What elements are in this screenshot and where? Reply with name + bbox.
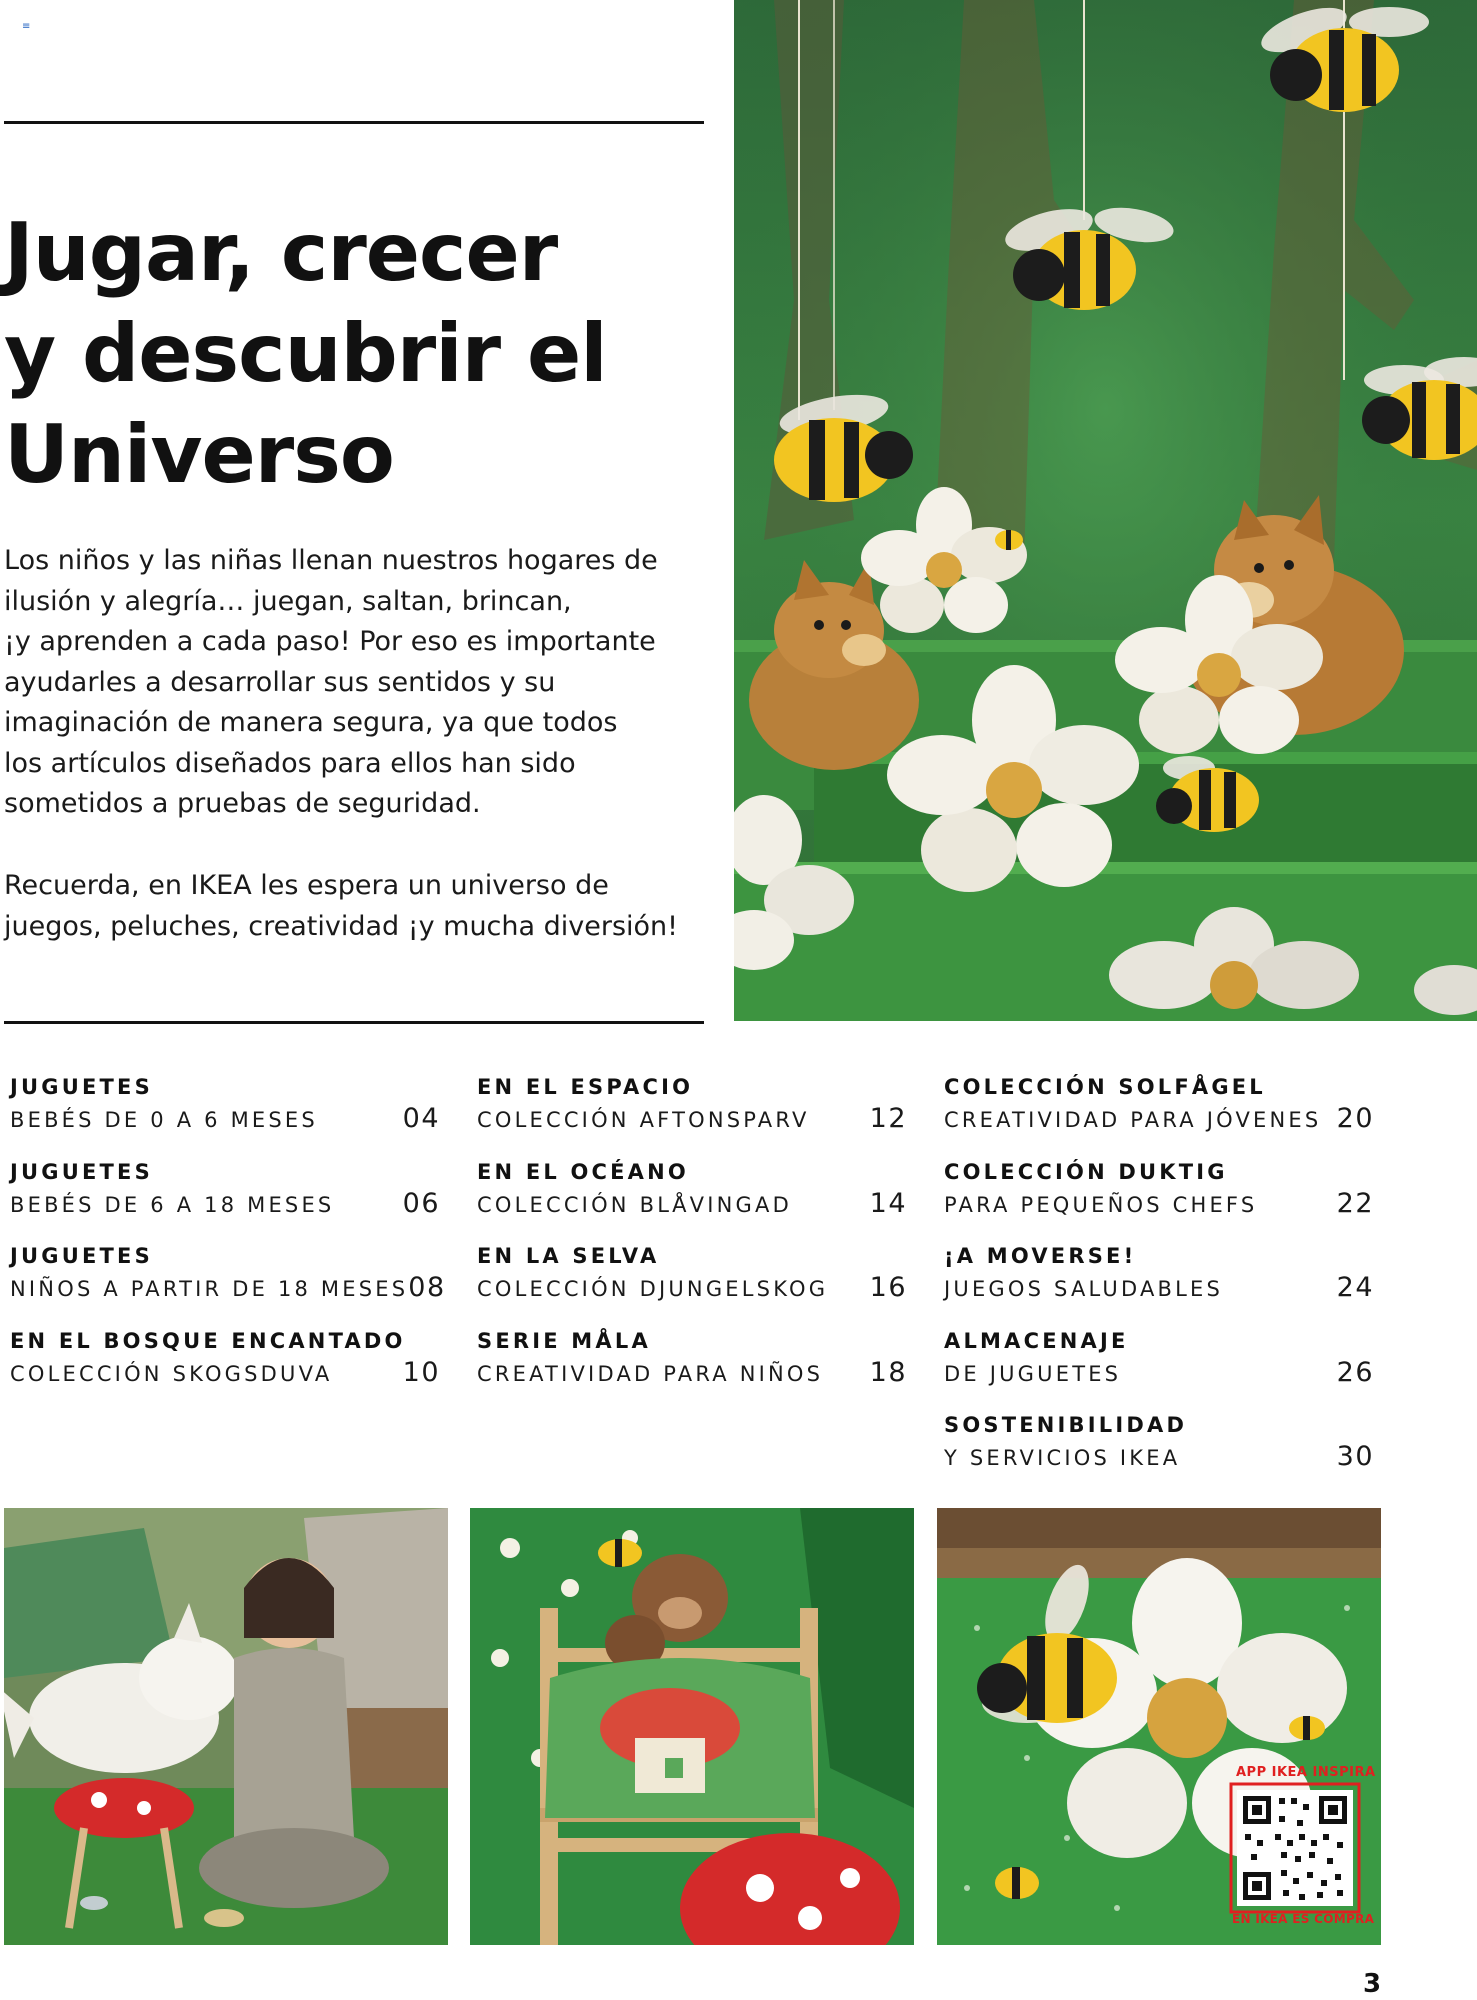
intro-line: imaginación de manera segura, ya que todos [4, 707, 618, 738]
toc-heading: JUGUETES [10, 1075, 153, 1099]
menu-icon[interactable]: ≡ [22, 21, 31, 32]
toc-page-number: 08 [408, 1272, 446, 1303]
bottom-divider [4, 1021, 704, 1024]
toc-column-3 [944, 1071, 1374, 1494]
toc-subtitle: JUEGOS SALUDABLES [944, 1277, 1224, 1301]
intro-line: Los niños y las niñas llenan nuestros hogares de [4, 545, 658, 576]
toc-heading: JUGUETES [10, 1159, 153, 1184]
intro-line: sometidos a pruebas de seguridad. [4, 788, 481, 819]
qr-app-label: APP IKEA INSPIRA [1236, 1765, 1376, 1780]
toc-heading: EN LA SELVA [477, 1244, 660, 1268]
toc-subtitle: CREATIVIDAD PARA JÓVENES [944, 1108, 1322, 1132]
hero-image-bees-daisies [734, 0, 1477, 1021]
toc-subtitle: COLECCIÓN BLÅVINGAD [477, 1192, 792, 1217]
toc-subtitle: BEBÉS DE 0 A 6 MESES [10, 1108, 318, 1132]
toc-entry-sostenibilidad[interactable] [944, 1409, 1374, 1494]
toc-page-number: 24 [1336, 1272, 1374, 1303]
toc-page-number: 18 [869, 1356, 907, 1388]
toc-entry-a-moverse[interactable] [944, 1240, 1374, 1325]
qr-caption-label: EN IKEA ES COMPRA [1232, 1912, 1375, 1926]
top-divider [4, 121, 704, 124]
toc-subtitle: Y SERVICIOS IKEA [944, 1446, 1181, 1470]
page-title [4, 202, 694, 505]
intro-paragraph-1 [4, 541, 704, 825]
toc-heading: EN EL ESPACIO [477, 1075, 694, 1099]
title-line-2: y descubrir el [4, 307, 607, 400]
toc-heading: COLECCIÓN SOLFÅGEL [944, 1075, 1266, 1099]
toc-heading: COLECCIÓN DUKTIG [944, 1159, 1228, 1184]
hero-illustration [734, 0, 1477, 1021]
toc-heading: SERIE MÅLA [477, 1328, 651, 1353]
toc-page-number: 20 [1336, 1103, 1374, 1134]
title-line-3: Universo [4, 408, 394, 501]
intro-line: juegos, peluches, creatividad ¡y mucha diversión! [4, 910, 678, 942]
toc-page-number: 26 [1336, 1356, 1374, 1388]
title-line-1: Jugar, crecer [4, 206, 558, 299]
intro-line: ilusión y alegría… juegan, saltan, brincan, [4, 585, 572, 617]
toc-entry-selva[interactable] [477, 1240, 907, 1325]
toc-entry-juguetes-0-6[interactable] [10, 1071, 440, 1156]
toc-heading: JUGUETES [10, 1244, 153, 1268]
intro-line: ayudarles a desarrollar sus sentidos y su [4, 666, 556, 698]
qr-code [1231, 1784, 1359, 1912]
intro-line: ¡y aprenden a cada paso! Por eso es importante [4, 626, 656, 657]
toc-subtitle: COLECCIÓN DJUNGELSKOG [477, 1277, 829, 1301]
toc-heading: EN EL BOSQUE ENCANTADO [10, 1328, 406, 1353]
toc-subtitle: PARA PEQUEÑOS CHEFS [944, 1192, 1258, 1217]
toc-page-number: 22 [1336, 1187, 1374, 1219]
photo-bed-illustration [470, 1508, 914, 1945]
toc-page-number: 06 [402, 1187, 440, 1219]
intro-line: Recuerda, en IKEA les espera un universo de [4, 870, 609, 901]
toc-subtitle: CREATIVIDAD PARA NIÑOS [477, 1361, 824, 1386]
toc-heading: ALMACENAJE [944, 1328, 1129, 1353]
toc-subtitle: NIÑOS A PARTIR DE 18 MESES [10, 1277, 409, 1301]
photo-child-fox-plush [4, 1508, 448, 1945]
toc-page-number: 12 [869, 1103, 907, 1134]
toc-entry-oceano[interactable] [477, 1156, 907, 1241]
intro-line: los artículos diseñados para ellos han sido [4, 747, 576, 779]
toc-heading: SOSTENIBILIDAD [944, 1413, 1188, 1437]
toc-page-number: 10 [402, 1356, 440, 1388]
toc-heading: EN EL OCÉANO [477, 1159, 689, 1184]
toc-subtitle: DE JUGUETES [944, 1361, 1122, 1386]
toc-heading: ¡A MOVERSE! [944, 1244, 1137, 1268]
photo-plush-bed [470, 1508, 914, 1945]
toc-entry-bosque-encantado[interactable] [10, 1325, 440, 1410]
toc-page-number: 16 [869, 1272, 907, 1303]
toc-page-number: 04 [402, 1103, 440, 1134]
toc-entry-juguetes-6-18[interactable] [10, 1156, 440, 1241]
photo-child-illustration [4, 1508, 448, 1945]
toc-entry-espacio[interactable] [477, 1071, 907, 1156]
toc-column-1 [10, 1071, 446, 1409]
toc-column-2 [477, 1071, 907, 1409]
photo-bees-daisy [937, 1508, 1381, 1945]
toc-page-number: 14 [869, 1187, 907, 1219]
page-number: 3 [1363, 1969, 1382, 1999]
toc-page-number: 30 [1336, 1441, 1374, 1472]
toc-entry-serie-mala[interactable] [477, 1325, 907, 1410]
toc-entry-duktig[interactable] [944, 1156, 1374, 1241]
toc-entry-solfagel[interactable] [944, 1071, 1374, 1156]
photo-daisy-illustration [937, 1508, 1381, 1945]
intro-paragraph-2 [4, 866, 704, 947]
toc-entry-almacenaje[interactable] [944, 1325, 1374, 1410]
toc-subtitle: COLECCIÓN AFTONSPARV [477, 1108, 810, 1132]
toc-subtitle: BEBÉS DE 6 A 18 MESES [10, 1192, 335, 1217]
toc-subtitle: COLECCIÓN SKOGSDUVA [10, 1361, 333, 1386]
toc-entry-juguetes-18[interactable] [10, 1240, 446, 1325]
